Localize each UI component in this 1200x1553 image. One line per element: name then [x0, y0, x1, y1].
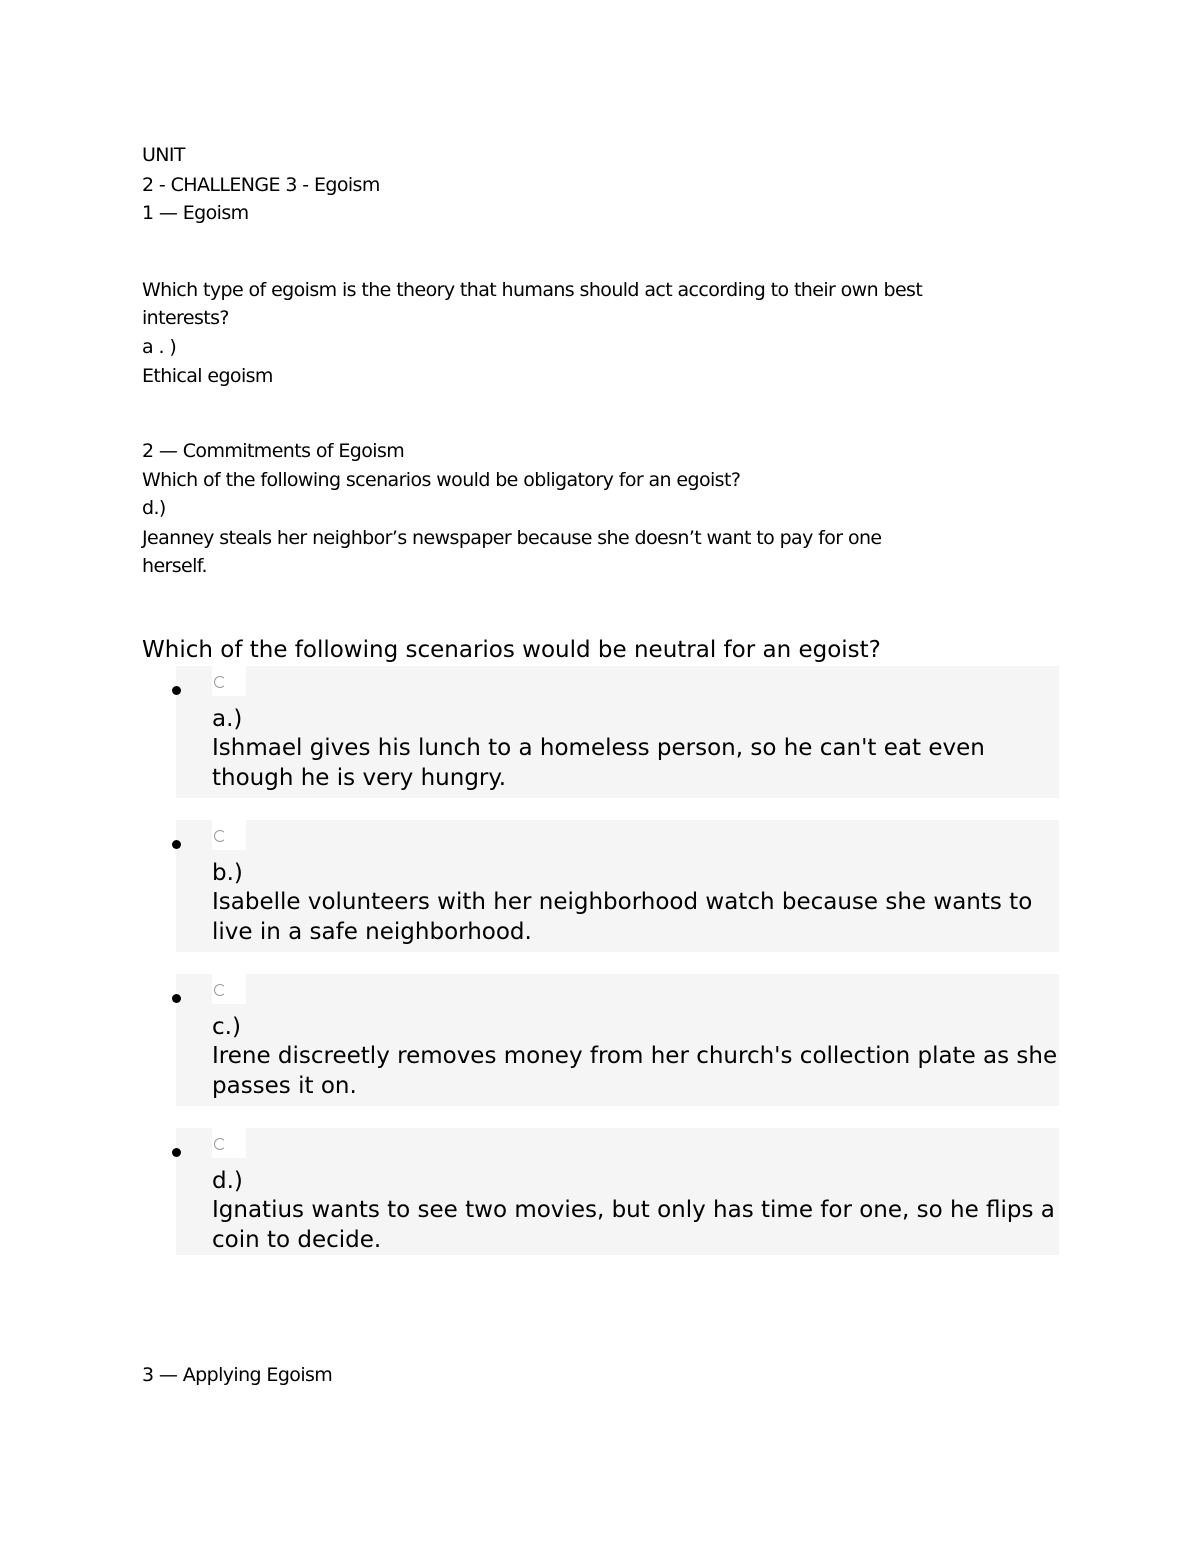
answer-option-d[interactable] — [176, 1128, 1059, 1255]
unit-label: UNIT — [142, 144, 185, 166]
question-2-answer-line-1: Jeanney steals her neighbor’s newspaper because she doesn’t want to pay for one — [142, 527, 882, 549]
bullet-icon — [172, 840, 181, 849]
radio-button-icon[interactable] — [214, 984, 226, 996]
bullet-icon — [172, 1148, 181, 1157]
question-1-answer-text: Ethical egoism — [142, 365, 273, 387]
question-1-text-line-2: interests? — [142, 307, 229, 329]
option-letter: a.) — [212, 706, 243, 732]
radio-button-icon[interactable] — [214, 830, 226, 842]
answer-option-b[interactable] — [176, 820, 1059, 952]
answer-option-a[interactable] — [176, 666, 1059, 798]
question-1-heading: 1 — Egoism — [142, 202, 249, 224]
neutral-question-text: Which of the following scenarios would be neutral for an egoist? — [142, 637, 881, 663]
option-text: Isabelle volunteers with her neighborhood watch because she wants to live in a safe neighborhood. — [212, 889, 1033, 945]
option-letter: b.) — [212, 860, 243, 886]
question-2-heading: 2 — Commitments of Egoism — [142, 440, 405, 462]
radio-button-icon[interactable] — [214, 676, 226, 688]
challenge-title: 2 - CHALLENGE 3 - Egoism — [142, 174, 380, 196]
option-letter: d.) — [212, 1168, 243, 1194]
bullet-icon — [172, 994, 181, 1003]
bullet-icon — [172, 686, 181, 695]
option-text: Ishmael gives his lunch to a homeless person, so he can't eat even though he is very hungry. — [212, 735, 985, 791]
question-2-text: Which of the following scenarios would be obligatory for an egoist? — [142, 469, 741, 491]
radio-button-icon[interactable] — [214, 1138, 226, 1150]
option-text: Irene discreetly removes money from her church's collection plate as she passes it on. — [212, 1043, 1058, 1099]
question-1-answer-letter: a . ) — [142, 336, 177, 358]
question-1-text-line-1: Which type of egoism is the theory that humans should act according to their own best — [142, 279, 923, 301]
option-letter: c.) — [212, 1014, 241, 1040]
question-3-heading: 3 — Applying Egoism — [142, 1364, 333, 1386]
option-text: Ignatius wants to see two movies, but only has time for one, so he flips a coin to decide. — [212, 1197, 1055, 1253]
answer-options-list — [176, 666, 1059, 1255]
question-2-answer-letter: d.) — [142, 497, 166, 519]
question-2-answer-line-2: herself. — [142, 555, 207, 577]
answer-option-c[interactable] — [176, 974, 1059, 1106]
